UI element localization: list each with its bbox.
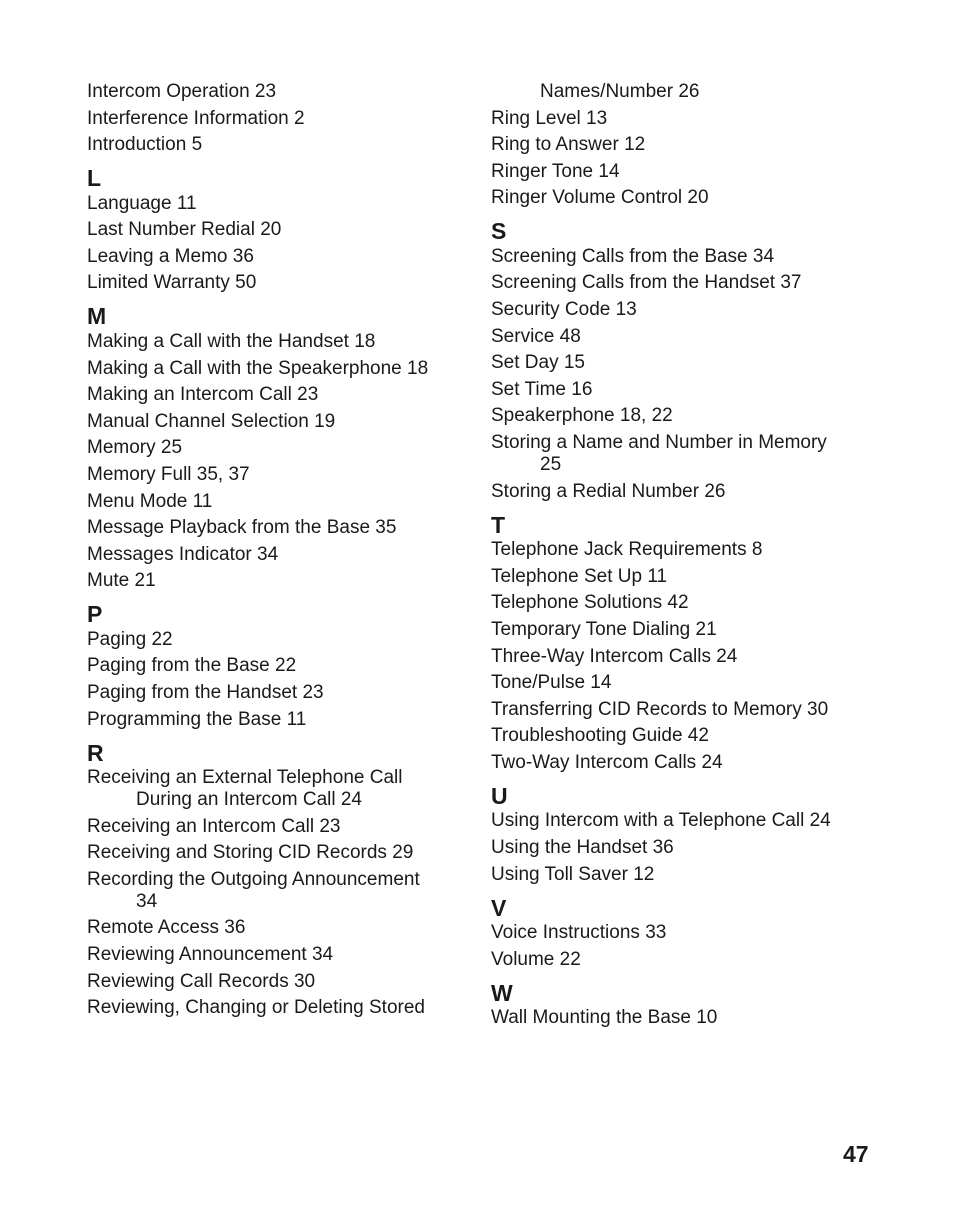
index-entry-text: Telephone Jack Requirements 8 xyxy=(491,539,763,561)
index-entry-text: Using the Handset 36 xyxy=(491,836,674,858)
index-entry xyxy=(491,272,891,294)
index-entry xyxy=(491,405,891,427)
index-entry xyxy=(491,592,891,614)
index-entry-text: Receiving and Storing CID Records 29 xyxy=(87,842,414,864)
index-entry xyxy=(491,672,891,694)
index-entry-text: Reviewing Call Records 30 xyxy=(87,970,316,992)
index-column-left xyxy=(87,81,467,1024)
index-entry-text: Recording the Outgoing Announcement xyxy=(87,868,420,890)
index-entry xyxy=(491,949,891,971)
index-letter-heading: R xyxy=(87,739,104,766)
index-entry xyxy=(491,134,891,156)
index-entry-continuation: 34 xyxy=(136,890,158,912)
index-entry-text: Wall Mounting the Base 10 xyxy=(491,1007,718,1029)
index-entry xyxy=(87,842,467,864)
index-entry-text: Set Time 16 xyxy=(491,378,593,400)
index-entry xyxy=(491,108,891,130)
index-entry-text: Transferring CID Records to Memory 30 xyxy=(491,698,829,720)
index-entry-text: Receiving an External Telephone Call xyxy=(87,767,403,789)
index-entry-text: Two-Way Intercom Calls 24 xyxy=(491,751,723,773)
index-entry-continuation: 25 xyxy=(540,454,562,476)
index-entry-text: Tone/Pulse 14 xyxy=(491,672,612,694)
index-entry xyxy=(491,379,891,401)
index-entry xyxy=(491,864,891,886)
index-entry xyxy=(87,544,467,566)
index-entry-text: Reviewing Announcement 34 xyxy=(87,944,334,966)
index-entry-text: Volume 22 xyxy=(491,948,581,970)
index-letter-heading: U xyxy=(491,782,508,809)
index-entry xyxy=(87,917,467,939)
index-entry-text: Leaving a Memo 36 xyxy=(87,245,254,267)
index-entry xyxy=(87,358,467,380)
index-entry xyxy=(87,971,467,993)
index-entry xyxy=(491,646,891,668)
index-entry xyxy=(87,682,467,704)
index-letter-heading: L xyxy=(87,165,102,192)
index-entry xyxy=(87,491,467,513)
index-entry-text: Service 48 xyxy=(491,325,581,347)
index-entry xyxy=(87,869,467,913)
index-entry xyxy=(87,997,467,1019)
index-entry-text: Storing a Redial Number 26 xyxy=(491,480,726,502)
index-entry-text: Three-Way Intercom Calls 24 xyxy=(491,645,738,667)
index-entry xyxy=(491,326,891,348)
index-entry xyxy=(87,384,467,406)
index-entry-text: Ring Level 13 xyxy=(491,107,608,129)
index-entry-text: Using Intercom with a Telephone Call 24 xyxy=(491,810,831,832)
index-entry xyxy=(87,464,467,486)
index-entry-text: Ring to Answer 12 xyxy=(491,134,646,156)
index-letter-heading: V xyxy=(491,894,507,921)
index-entry xyxy=(87,816,467,838)
index-entry-text: Ringer Tone 14 xyxy=(491,160,620,182)
index-entry xyxy=(87,767,467,811)
index-entry xyxy=(491,619,891,641)
index-entry xyxy=(491,299,891,321)
index-entry-text: Telephone Solutions 42 xyxy=(491,592,689,614)
index-entry-text: Programming the Base 11 xyxy=(87,708,307,730)
index-entry-text: Speakerphone 18, 22 xyxy=(491,405,673,427)
index-letter-heading: M xyxy=(87,303,107,330)
index-entry-text: Last Number Redial 20 xyxy=(87,219,282,241)
index-entry xyxy=(87,517,467,539)
index-entry xyxy=(87,81,467,103)
index-entry xyxy=(491,81,891,103)
index-entry-text: Language 11 xyxy=(87,192,197,214)
index-letter-heading: S xyxy=(491,218,507,245)
index-entry-text: Reviewing, Changing or Deleting Stored xyxy=(87,997,425,1019)
index-letter-heading: W xyxy=(491,979,513,1006)
index-entry-text: Ringer Volume Control 20 xyxy=(491,187,709,209)
index-entry-text: Paging from the Base 22 xyxy=(87,655,297,677)
index-entry-text: Voice Instructions 33 xyxy=(491,922,667,944)
index-entry xyxy=(87,272,467,294)
index-entry-text: Manual Channel Selection 19 xyxy=(87,410,336,432)
index-entry xyxy=(491,725,891,747)
index-entry xyxy=(87,655,467,677)
index-entry-text: Screening Calls from the Handset 37 xyxy=(491,272,802,294)
index-entry xyxy=(491,922,891,944)
index-entry xyxy=(491,481,891,503)
index-entry-text: Making an Intercom Call 23 xyxy=(87,384,319,406)
index-entry-text: Memory 25 xyxy=(87,437,183,459)
index-letter-heading: P xyxy=(87,601,103,628)
index-entry-text: Security Code 13 xyxy=(491,299,637,321)
index-entry-text: Temporary Tone Dialing 21 xyxy=(491,618,717,640)
index-entry-text: Interference Information 2 xyxy=(87,107,305,129)
index-entry xyxy=(491,187,891,209)
index-entry xyxy=(87,629,467,651)
index-entry xyxy=(491,352,891,374)
index-entry xyxy=(491,566,891,588)
index-entry-text: Storing a Name and Number in Memory xyxy=(491,432,827,454)
index-entry-text: Intercom Operation 23 xyxy=(87,81,277,102)
index-entry xyxy=(87,570,467,592)
index-entry xyxy=(87,411,467,433)
index-entry-continuation: During an Intercom Call 24 xyxy=(136,789,362,811)
index-entry-text: Messages Indicator 34 xyxy=(87,543,279,565)
index-entry xyxy=(491,699,891,721)
index-entry-text: Paging 22 xyxy=(87,628,173,650)
index-entry xyxy=(87,246,467,268)
index-letter-heading: T xyxy=(491,511,506,538)
index-entry xyxy=(491,810,891,832)
index-entry-text: Names/Number 26 xyxy=(540,81,700,102)
index-entry-text: Menu Mode 11 xyxy=(87,490,213,512)
index-entry xyxy=(87,331,467,353)
index-entry xyxy=(87,193,467,215)
page-number: 47 xyxy=(843,1141,869,1167)
index-entry-text: Telephone Set Up 11 xyxy=(491,565,668,587)
index-entry xyxy=(491,161,891,183)
index-entry xyxy=(491,752,891,774)
index-entry-text: Limited Warranty 50 xyxy=(87,272,257,294)
index-entry xyxy=(87,709,467,731)
index-entry-text: Making a Call with the Handset 18 xyxy=(87,330,376,352)
index-entry xyxy=(491,1007,891,1029)
index-entry-text: Remote Access 36 xyxy=(87,917,246,939)
index-entry-text: Set Day 15 xyxy=(491,352,585,374)
index-entry-text: Mute 21 xyxy=(87,570,156,592)
index-entry xyxy=(491,539,891,561)
index-entry xyxy=(491,837,891,859)
index-entry xyxy=(87,134,467,156)
index-entry-text: Message Playback from the Base 35 xyxy=(87,517,397,539)
index-entry xyxy=(491,432,891,476)
index-entry-text: Paging from the Handset 23 xyxy=(87,682,324,703)
index-column-right xyxy=(491,81,891,1034)
index-entry-text: Receiving an Intercom Call 23 xyxy=(87,815,341,837)
index-entry-text: Making a Call with the Speakerphone 18 xyxy=(87,357,429,379)
index-entry xyxy=(87,437,467,459)
index-entry xyxy=(87,108,467,130)
index-entry-text: Using Toll Saver 12 xyxy=(491,863,655,885)
index-entry-text: Memory Full 35, 37 xyxy=(87,463,250,485)
index-entry-text: Screening Calls from the Base 34 xyxy=(491,245,775,267)
index-entry-text: Introduction 5 xyxy=(87,134,203,156)
index-entry xyxy=(491,246,891,268)
index-entry-text: Troubleshooting Guide 42 xyxy=(491,725,709,747)
index-entry xyxy=(87,219,467,241)
index-entry xyxy=(87,944,467,966)
